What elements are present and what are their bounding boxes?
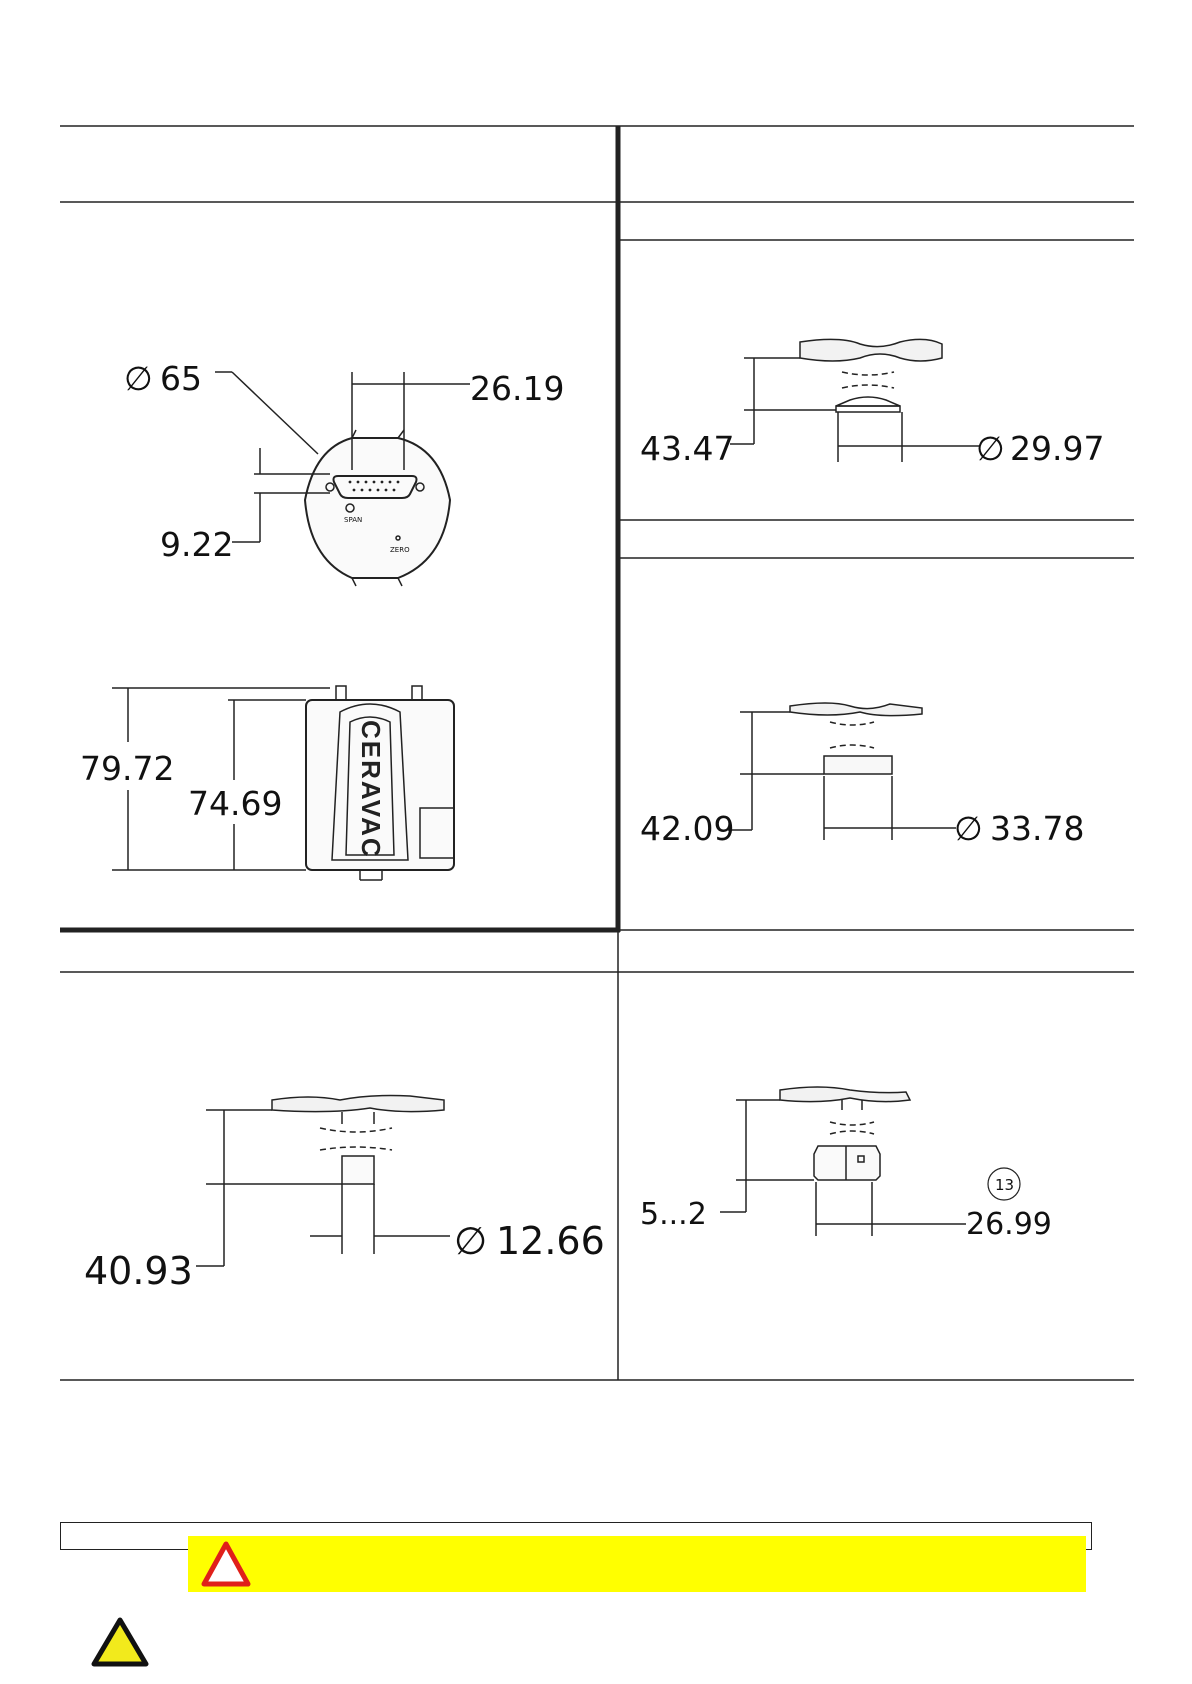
fitting-c-drawing — [196, 1096, 450, 1267]
dim-fitting-b-diameter: 33.78 — [990, 809, 1085, 848]
dim-connector-offset: 9.22 — [160, 525, 234, 564]
caution-triangle-icon — [94, 1620, 146, 1664]
dim-fitting-d-height: 5...2 — [640, 1197, 707, 1232]
warning-bar — [188, 1536, 1086, 1592]
top-view-drawing — [215, 372, 470, 586]
brand-label: CERAVAC — [356, 720, 386, 859]
dim-fitting-a-height: 43.47 — [640, 429, 735, 468]
warning-triangle-icon — [196, 1536, 256, 1592]
fitting-a-drawing — [730, 339, 980, 462]
dim-fitting-d-hex-width: 26.99 — [966, 1207, 1052, 1242]
table-grid — [60, 126, 1134, 1380]
dim-top-diameter: 65 — [160, 359, 202, 398]
dim-connector-width: 26.19 — [470, 369, 565, 408]
diameter-symbol-c: ∅ — [454, 1219, 488, 1263]
fitting-b-drawing — [728, 703, 956, 840]
diameter-symbol: ∅ — [124, 359, 153, 398]
diameter-symbol-a: ∅ — [976, 429, 1005, 468]
diameter-symbol-b: ∅ — [954, 809, 983, 848]
dim-total-height: 79.72 — [80, 749, 175, 788]
dim-fitting-c-diameter: 12.66 — [496, 1219, 605, 1263]
span-label: SPAN — [344, 516, 363, 524]
dim-body-height: 74.69 — [188, 784, 283, 823]
hex-callout-number: 13 — [995, 1176, 1015, 1194]
dim-fitting-c-height: 40.93 — [84, 1249, 193, 1293]
dim-fitting-a-diameter: 29.97 — [1010, 429, 1105, 468]
dim-fitting-b-height: 42.09 — [640, 809, 735, 848]
zero-label: ZERO — [390, 546, 410, 554]
